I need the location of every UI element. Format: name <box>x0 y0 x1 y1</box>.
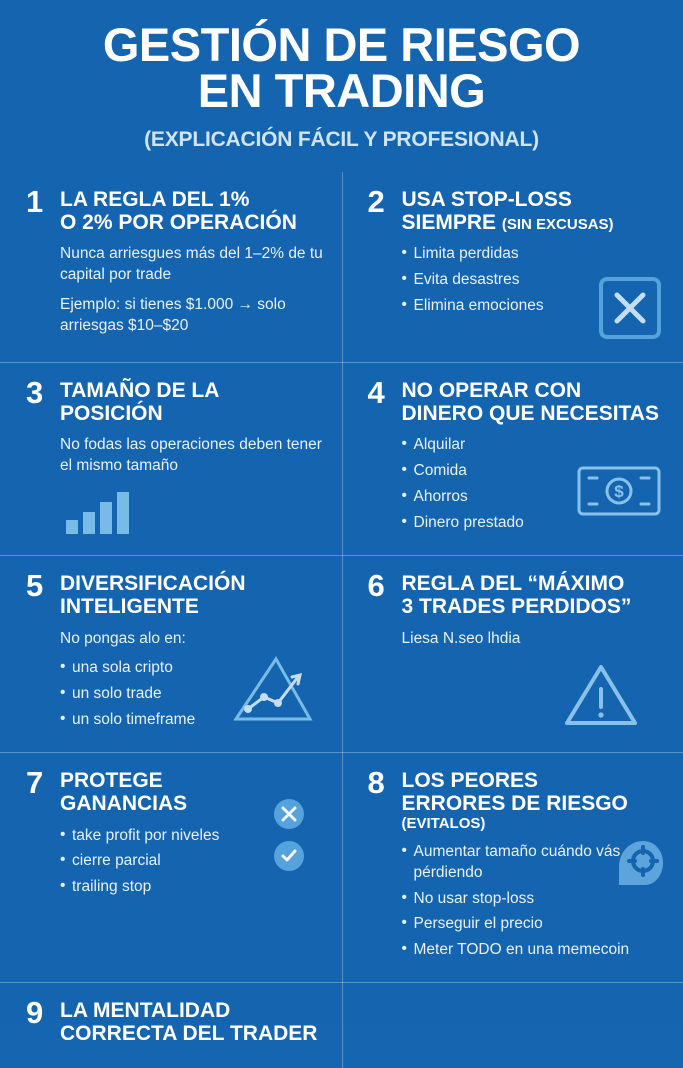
list-item: • Dinero prestado <box>402 513 672 534</box>
tip-5-title <box>60 570 246 618</box>
list-item: • Elimina emociones <box>402 296 672 317</box>
tip-5-title-line1: DIVERSIFICACIÓN <box>60 572 246 595</box>
title-line-1: GESTIÓN DE RIESGO <box>103 18 580 71</box>
tip-6-number: 6 <box>368 570 392 601</box>
tip-4-title-line1: NO OPERAR CON <box>402 379 582 402</box>
tip-1-paragraph-2: Ejemplo: si tienes $1.000 → solo arriesgas $10–$20 <box>60 295 332 337</box>
tip-2-title-small: (SIN EXCUSAS) <box>502 216 614 233</box>
tip-4-title <box>402 377 659 425</box>
tip-9-title-line2: CORRECTA DEL TRADER <box>60 1023 317 1046</box>
tip-card-1 <box>0 172 342 362</box>
tip-card-3 <box>0 362 342 555</box>
tip-5-number: 5 <box>26 570 50 601</box>
tip-3-number: 3 <box>26 377 50 408</box>
tip-1-title <box>60 186 297 234</box>
tip-card-empty <box>342 982 683 1068</box>
tip-1-head <box>26 186 332 234</box>
svg-text:$: $ <box>614 482 624 501</box>
tip-3-title <box>60 377 219 425</box>
tip-5-title-line2: INTELIGENTE <box>60 596 246 619</box>
tip-4-list <box>402 435 672 534</box>
tip-5-list <box>60 658 332 731</box>
tip-7-number: 7 <box>26 767 50 798</box>
tip-1-number: 1 <box>26 186 50 217</box>
tip-2-title-line2-wrap <box>402 212 614 235</box>
tip-1-title-line2: O 2% POR OPERACIÓN <box>60 212 297 235</box>
tip-3-head <box>26 377 332 425</box>
tip-2-title-line2: SIEMPRE <box>402 211 497 234</box>
tip-card-2 <box>342 172 683 362</box>
tip-8-title-line1: LOS PEORES <box>402 769 539 792</box>
tip-4-head <box>368 377 672 425</box>
tip-8-number: 8 <box>368 767 392 798</box>
tip-card-6 <box>342 555 683 752</box>
tip-4-title-line2: DINERO QUE NECESITAS <box>402 403 659 426</box>
tip-9-title-line1: LA MENTALIDAD <box>60 999 230 1022</box>
tip-1-paragraph-1: Nunca arriesgues más del 1–2% de tu capital por trade <box>60 244 332 286</box>
list-item: • Perseguir el precio <box>402 914 672 935</box>
tip-1-body <box>26 244 332 337</box>
tip-6-paragraph-1: Liesa N.seo lhdia <box>402 629 672 650</box>
tip-8-head <box>368 767 672 832</box>
list-item: • una sola cripto <box>60 658 332 679</box>
tip-6-body <box>368 629 672 650</box>
tip-4-body <box>368 435 672 534</box>
warning-triangle-icon <box>563 661 639 734</box>
list-item: • Meter TODO en una memecoin <box>402 940 672 961</box>
tip-2-title-line1: USA STOP-LOSS <box>402 188 572 211</box>
tip-1-title-line1: LA REGLA DEL 1% <box>60 188 249 211</box>
tip-card-5 <box>0 555 342 752</box>
page-title <box>18 22 665 114</box>
tip-7-title-line1: PROTEGE <box>60 769 163 792</box>
tip-2-head <box>368 186 672 234</box>
list-item: • cierre parcial <box>60 851 332 872</box>
tip-card-7 <box>0 752 342 982</box>
tip-5-paragraph-1: No pongas alo en: <box>60 629 332 650</box>
tip-3-title-line1: TAMAÑO DE LA <box>60 379 219 402</box>
tip-2-title <box>402 186 614 234</box>
header <box>0 0 683 158</box>
page-subtitle: (EXPLICACIÓN FÁCIL Y PROFESIONAL) <box>18 128 665 152</box>
tips-grid <box>0 172 683 1068</box>
tip-5-body <box>26 629 332 732</box>
list-item: • take profit por niveles <box>60 826 332 847</box>
tip-8-list <box>402 842 672 962</box>
tip-7-list <box>60 826 332 899</box>
tip-3-paragraph-1: No fodas las operaciones deben tener el mismo tamaño <box>60 435 332 477</box>
tip-3-title-line2: POSICIÓN <box>60 403 219 426</box>
bar-chart-icon <box>64 490 136 539</box>
tip-card-4 <box>342 362 683 555</box>
tip-6-title <box>402 570 632 618</box>
list-item: • Comida <box>402 461 672 482</box>
tip-8-title-small: (EVITALOS) <box>402 816 628 832</box>
tip-card-9 <box>0 982 342 1068</box>
list-item: • trailing stop <box>60 877 332 898</box>
tip-9-head <box>26 997 332 1045</box>
tip-2-number: 2 <box>368 186 392 217</box>
tip-6-title-line1: REGLA DEL “MÁXIMO <box>402 572 625 595</box>
list-item: • un solo trade <box>60 684 332 705</box>
tip-5-head <box>26 570 332 618</box>
tip-card-8 <box>342 752 683 982</box>
tip-6-title-line2: 3 TRADES PERDIDOS” <box>402 596 632 619</box>
tip-8-title-line2: ERRORES DE RIESGO <box>402 793 628 816</box>
tip-9-number: 9 <box>26 997 50 1028</box>
tip-8-body <box>368 842 672 962</box>
list-item: • Ahorros <box>402 487 672 508</box>
tip-7-title <box>60 767 187 815</box>
tip-9-title <box>60 997 317 1045</box>
list-item: • Aumentar tamaño cuándo vás pérdiendo <box>402 842 672 884</box>
tip-6-head <box>368 570 672 618</box>
list-item: • No usar stop-loss <box>402 889 672 910</box>
list-item: • Alquilar <box>402 435 672 456</box>
list-item: • Evita desastres <box>402 270 672 291</box>
tip-2-body <box>368 244 672 317</box>
tip-7-title-line2: GANANCIAS <box>60 793 187 816</box>
title-line-2: EN TRADING <box>18 68 665 114</box>
tip-3-body <box>26 435 332 477</box>
list-item: • Limita perdidas <box>402 244 672 265</box>
list-item: • un solo timeframe <box>60 710 332 731</box>
tip-2-list <box>402 244 672 317</box>
tip-7-body <box>26 826 332 899</box>
tip-8-title <box>402 767 628 832</box>
tip-4-number: 4 <box>368 377 392 408</box>
